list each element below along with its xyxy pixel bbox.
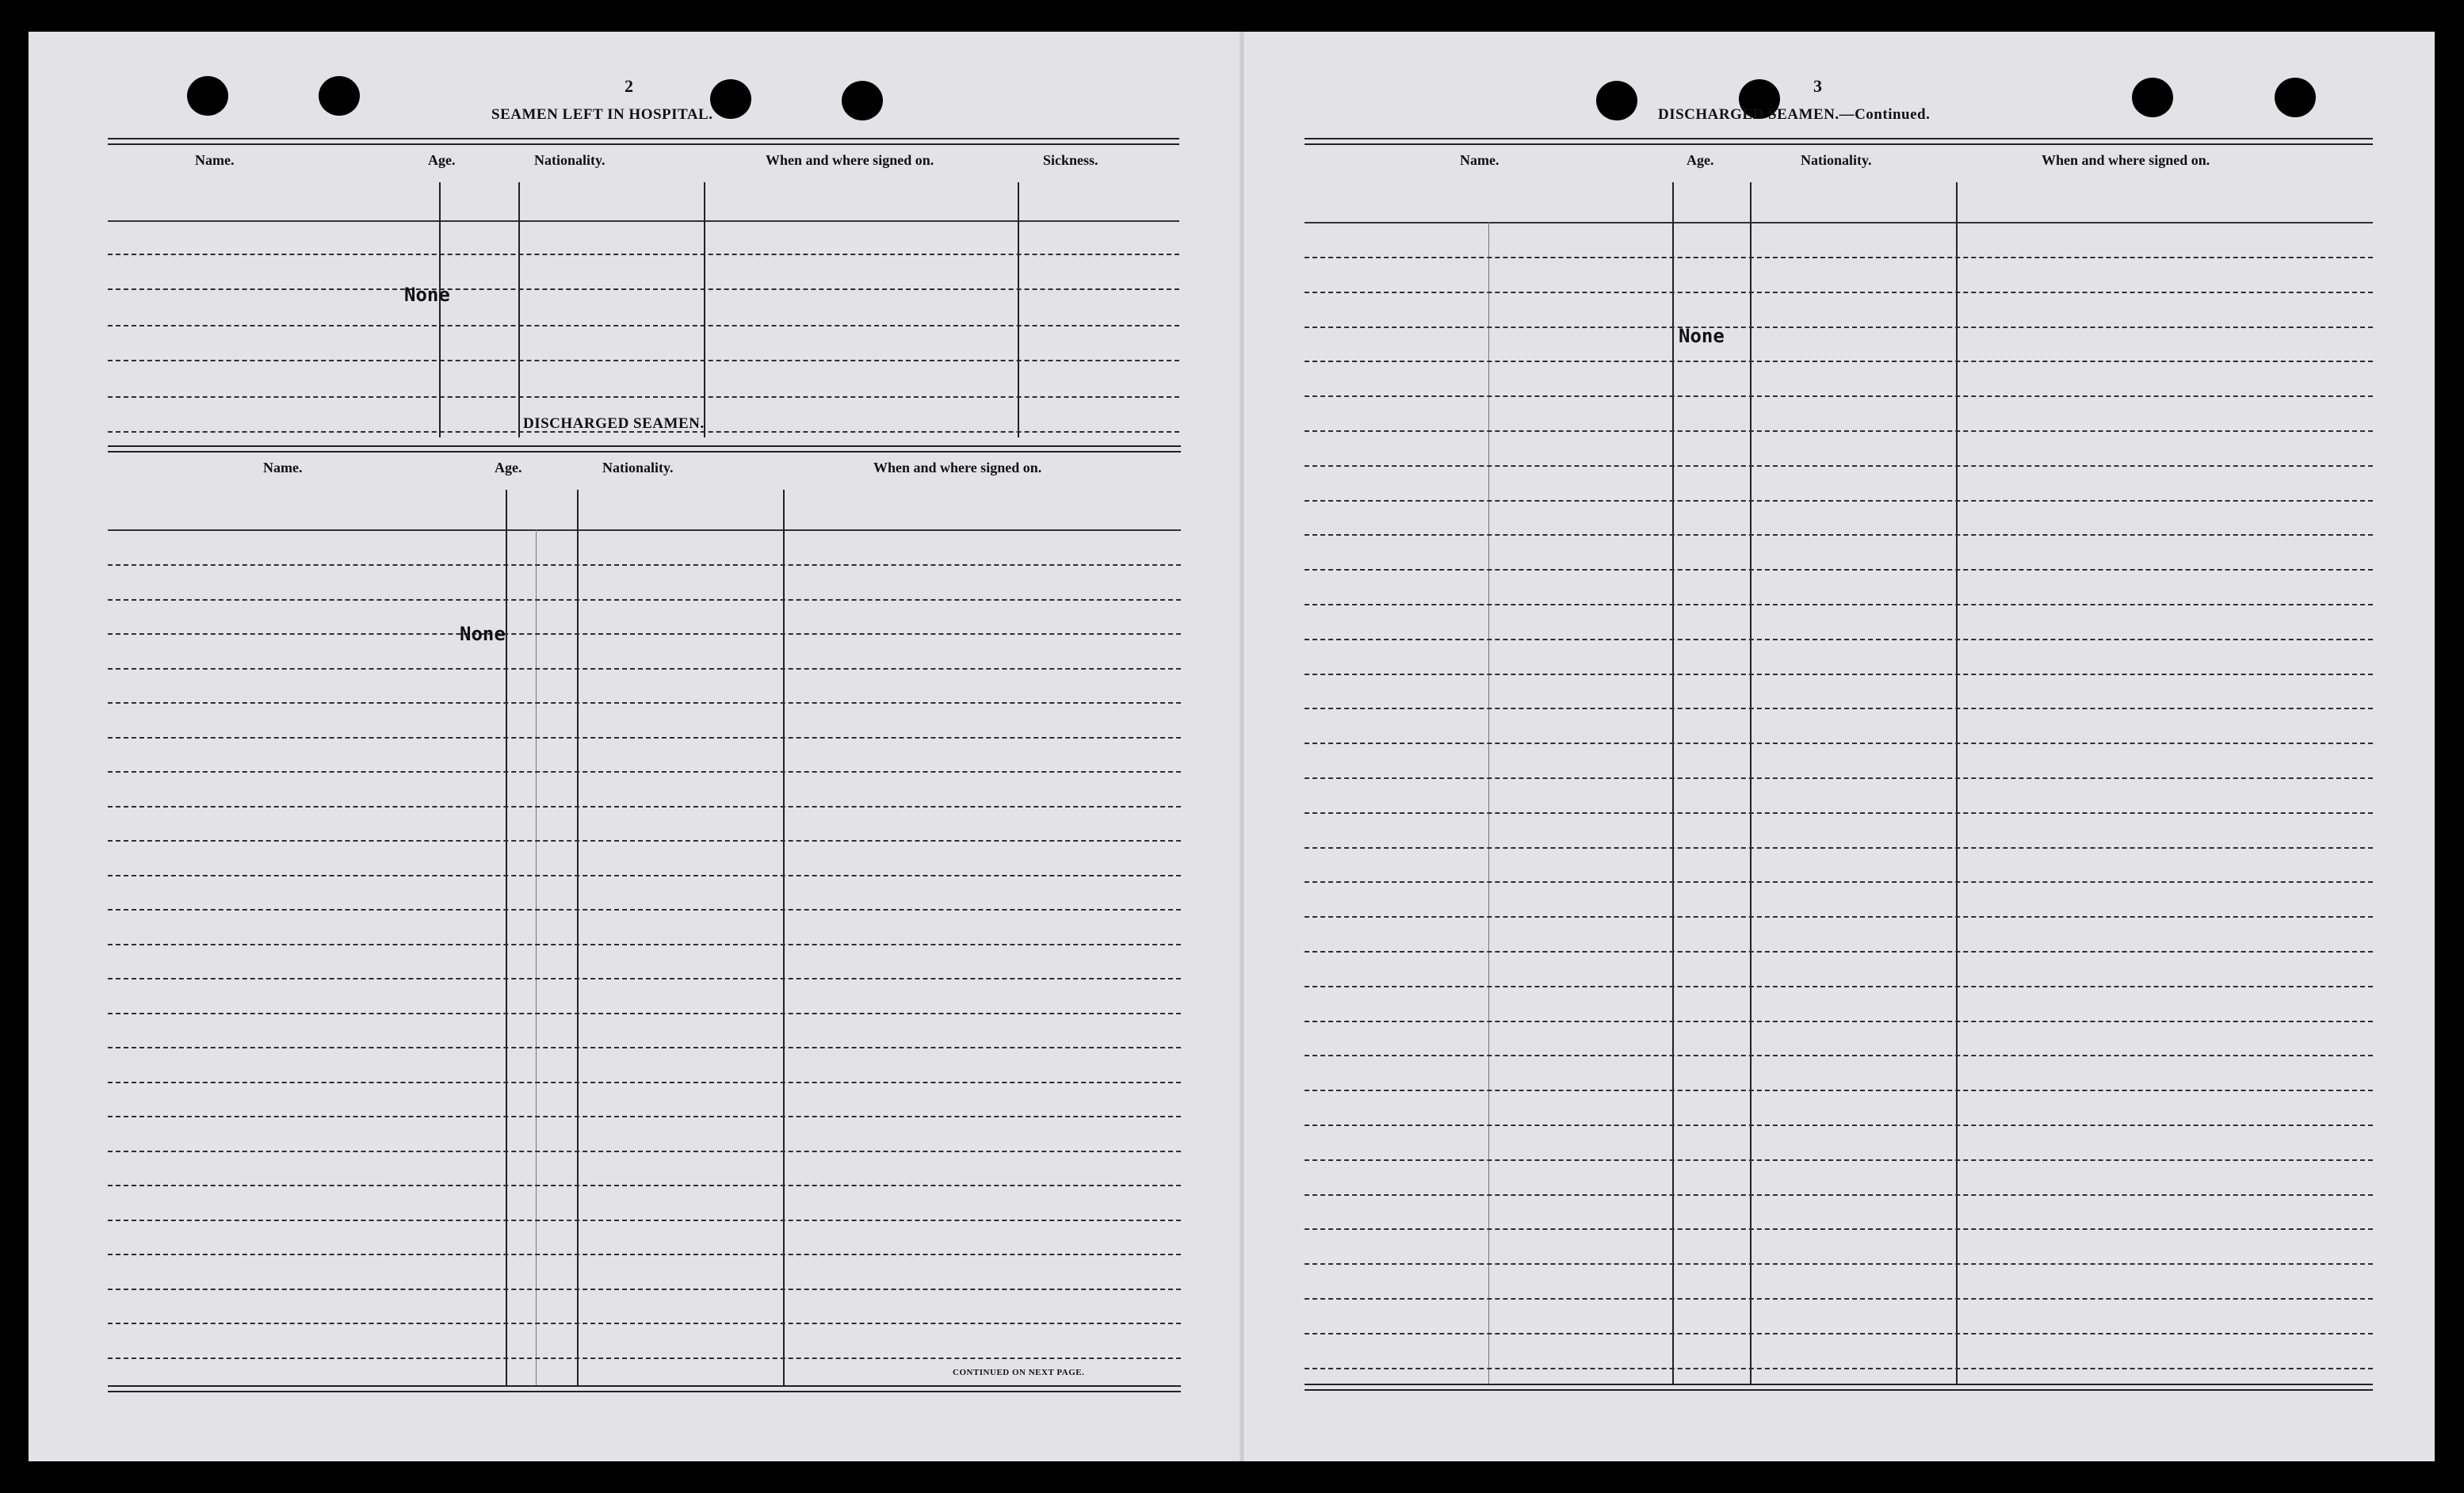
discharged-table (108, 445, 1181, 1392)
dashed-row-line (108, 668, 1181, 670)
dashed-row-line (1305, 1298, 2373, 1300)
column-header: When and where signed on. (2042, 152, 2210, 168)
dashed-row-line (1305, 1021, 2373, 1022)
hospital-table (108, 138, 1179, 437)
dashed-row-line (1305, 257, 2373, 258)
dashed-row-line (108, 875, 1181, 876)
dashed-row-line (108, 564, 1181, 566)
dashed-row-line (108, 737, 1181, 739)
dashed-row-line (1305, 951, 2373, 953)
dashed-row-line (1305, 1159, 2373, 1161)
punch-hole (187, 76, 228, 116)
page-fold (1240, 32, 1244, 1461)
dashed-row-line (108, 978, 1181, 979)
dashed-row-line (108, 1047, 1181, 1048)
dashed-row-line (1305, 430, 2373, 432)
column-header: Nationality. (602, 460, 674, 475)
punch-hole (2132, 78, 2173, 117)
dashed-row-line (1305, 639, 2373, 640)
dashed-row-line (1305, 292, 2373, 293)
dashed-row-line (1305, 534, 2373, 536)
dashed-row-line (1305, 361, 2373, 362)
dashed-row-line (108, 1220, 1181, 1221)
discharged-section-title: DISCHARGED SEAMEN. (523, 415, 705, 432)
dashed-row-line (108, 840, 1181, 842)
column-header: When and where signed on. (766, 152, 934, 168)
page-number-right: 3 (1813, 76, 1822, 96)
column-header: Nationality. (1801, 152, 1872, 168)
dashed-row-line (108, 633, 1181, 635)
dashed-row-line (108, 1151, 1181, 1152)
dashed-row-line (1305, 1368, 2373, 1369)
dashed-row-line (1305, 1228, 2373, 1230)
dashed-row-line (1305, 569, 2373, 571)
dashed-row-line (1305, 1125, 2373, 1126)
dashed-row-line (108, 1116, 1181, 1117)
dashed-row-line (1305, 847, 2373, 849)
dashed-row-line (1305, 1263, 2373, 1265)
dashed-row-line (1305, 604, 2373, 605)
dashed-row-line (1305, 674, 2373, 675)
dashed-row-line (108, 1185, 1181, 1186)
dashed-row-line (1305, 777, 2373, 779)
column-header: Sickness. (1043, 152, 1098, 168)
column-header: Name. (1460, 152, 1499, 168)
dashed-row-line (1305, 326, 2373, 328)
column-header: Nationality. (534, 152, 605, 168)
dashed-row-line (108, 1013, 1181, 1014)
dashed-row-line (108, 599, 1181, 601)
discharged-continued-entry: None (1679, 325, 1725, 347)
dashed-row-line (108, 702, 1181, 704)
dashed-row-line (1305, 500, 2373, 502)
punch-hole (319, 76, 360, 116)
dashed-row-line (108, 1082, 1181, 1083)
form-sheet (29, 32, 2435, 1461)
dashed-row-line (1305, 881, 2373, 883)
dashed-row-line (1305, 1090, 2373, 1091)
dashed-row-line (108, 1357, 1181, 1359)
discharged-entry: None (460, 623, 506, 645)
discharged-continued-title: DISCHARGED SEAMEN.—Continued. (1658, 106, 1931, 123)
dashed-row-line (1305, 395, 2373, 397)
dashed-row-line (1305, 812, 2373, 814)
punch-hole (2275, 78, 2316, 117)
hospital-section-title: SEAMEN LEFT IN HOSPITAL. (491, 106, 713, 123)
column-header: Age. (495, 460, 522, 475)
dashed-row-line (1305, 465, 2373, 467)
hospital-entry: None (404, 284, 450, 306)
dashed-row-line (108, 909, 1181, 911)
column-header: Name. (263, 460, 303, 475)
column-header: Age. (428, 152, 456, 168)
dashed-row-line (108, 806, 1181, 808)
dashed-row-line (1305, 743, 2373, 744)
dashed-row-line (108, 944, 1181, 945)
dashed-row-line (1305, 1194, 2373, 1196)
column-header: Age. (1687, 152, 1714, 168)
dashed-row-line (108, 1323, 1181, 1324)
dashed-row-line (1305, 1333, 2373, 1335)
dashed-row-line (1305, 916, 2373, 918)
dashed-row-line (108, 1254, 1181, 1255)
page-number-left: 2 (625, 76, 633, 96)
dashed-row-line (108, 771, 1181, 773)
column-header: Name. (195, 152, 235, 168)
punch-hole (1596, 81, 1637, 120)
column-header: When and where signed on. (873, 460, 1042, 475)
dashed-row-line (1305, 1055, 2373, 1056)
dashed-row-line (1305, 708, 2373, 709)
continued-note: CONTINUED ON NEXT PAGE. (953, 1368, 1085, 1377)
punch-hole (710, 79, 751, 119)
punch-hole (842, 81, 883, 120)
dashed-row-line (108, 1289, 1181, 1290)
dashed-row-line (1305, 986, 2373, 987)
discharged-continued-table (1305, 138, 2373, 1390)
